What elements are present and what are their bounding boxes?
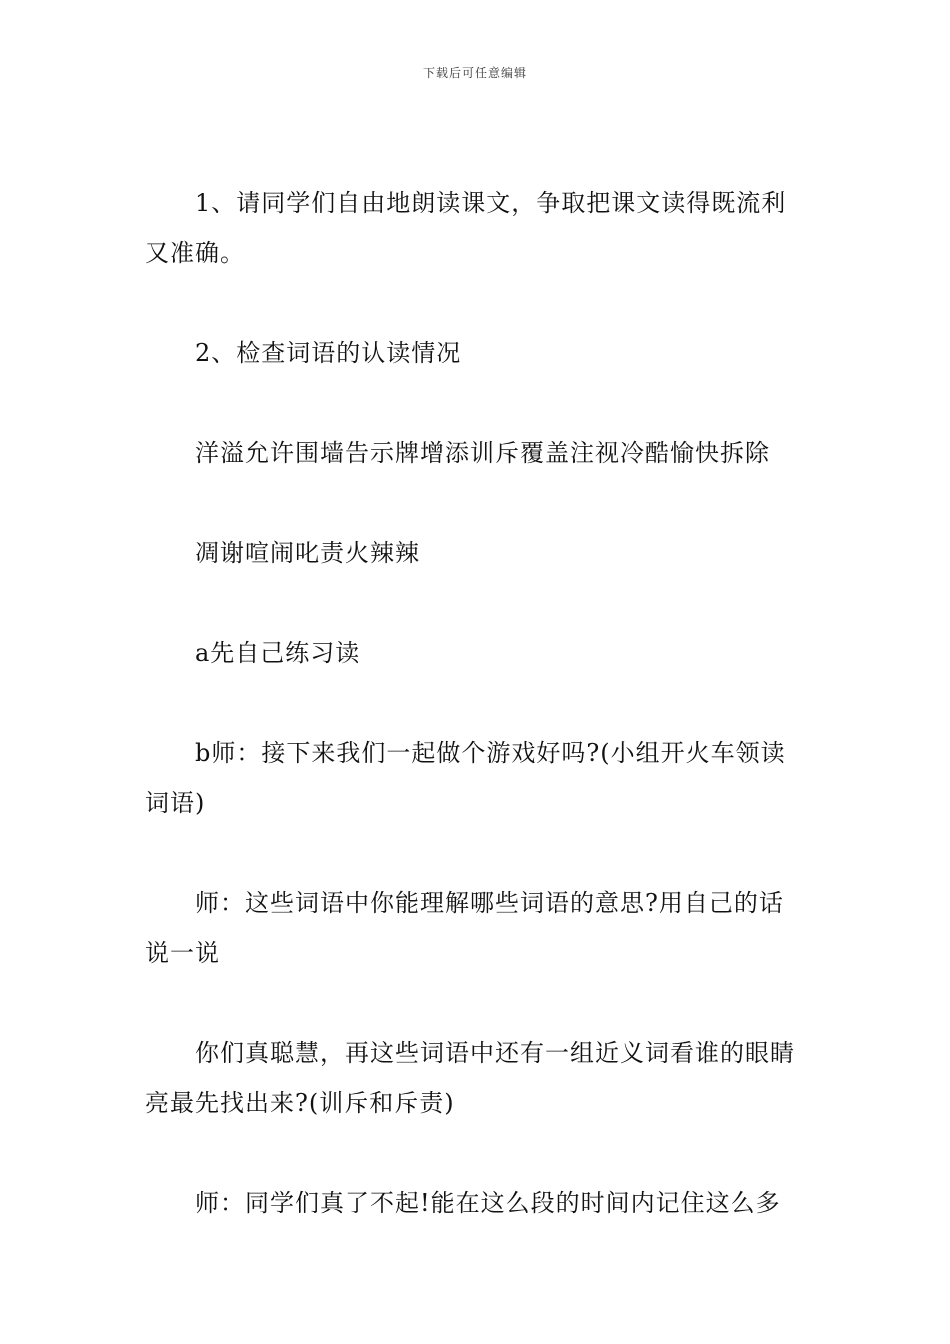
paragraph-6: b师：接下来我们一起做个游戏好吗?(小组开火车领读词语) <box>145 739 786 817</box>
paragraph-9: 师：同学们真了不起!能在这么段的时间内记住这么多 <box>195 1189 781 1217</box>
paragraph-5: a先自己练习读 <box>195 639 361 667</box>
page-header: 下载后可任意编辑 <box>422 66 527 80</box>
document-body <box>145 178 807 1278</box>
paragraph-4: 凋谢喧闹叱责火辣辣 <box>195 539 420 567</box>
paragraph-1: 1、请同学们自由地朗读课文，争取把课文读得既流利又准确。 <box>145 189 787 267</box>
paragraph-8: 你们真聪慧，再这些词语中还有一组近义词看谁的眼睛亮最先找出来?(训斥和斥责) <box>145 1039 795 1117</box>
paragraph-2: 2、检查词语的认读情况 <box>195 339 462 367</box>
paragraph-7: 师：这些词语中你能理解哪些词语的意思?用自己的话说一说 <box>145 889 784 967</box>
paragraph-3: 洋溢允许围墙告示牌增添训斥覆盖注视冷酷愉快拆除 <box>195 439 770 467</box>
